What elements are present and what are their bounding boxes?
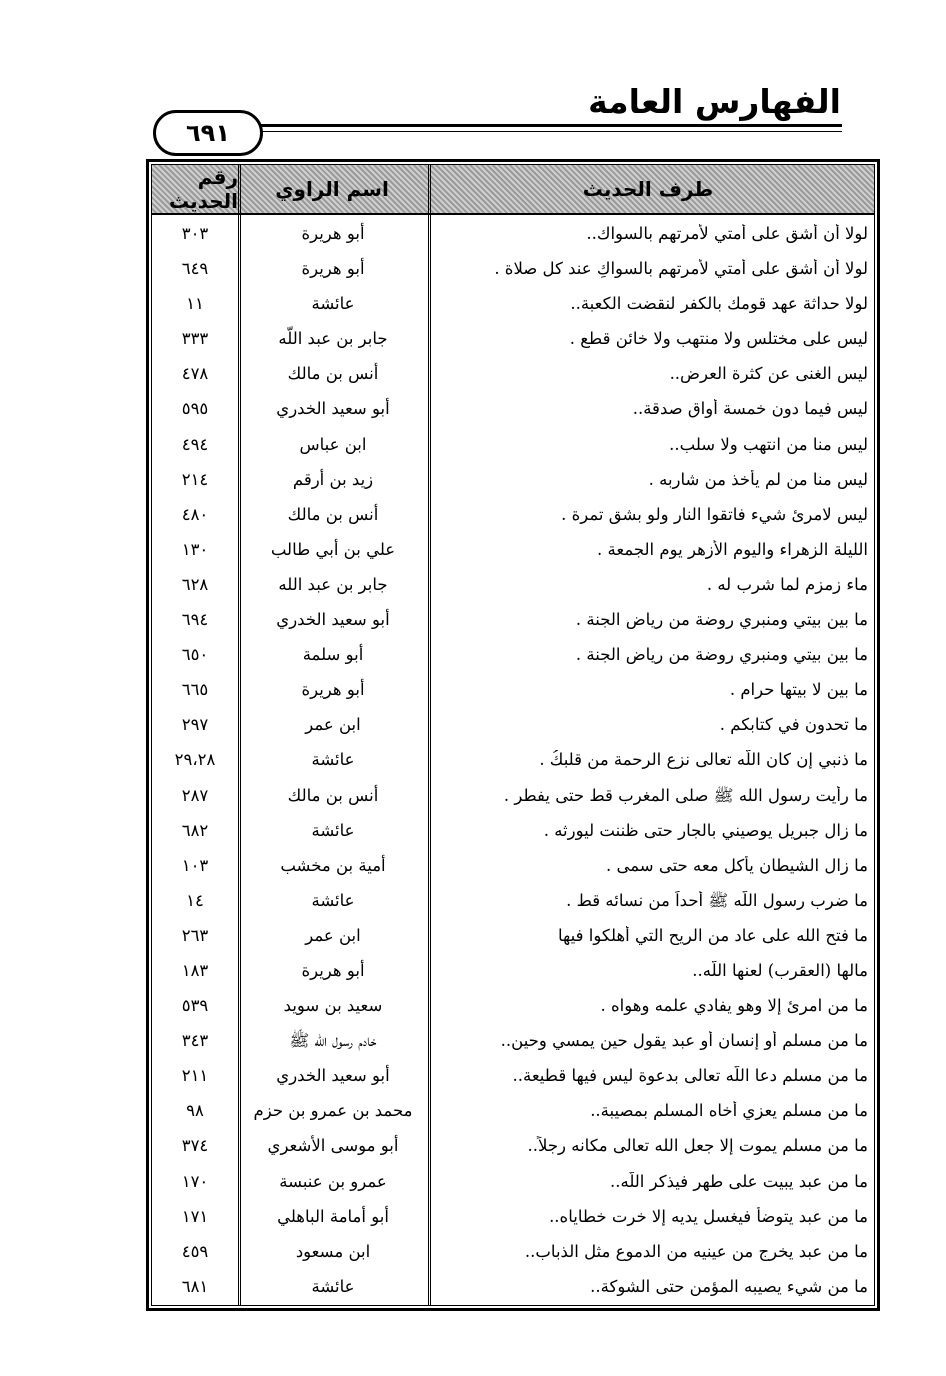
hadith-cell: ما زال الشيطان يأكل معه حتى سمى . — [605, 855, 868, 875]
hadith-cell: ما من شيء يصيبه المؤمن حتى الشوكة.. — [590, 1276, 868, 1296]
hadith-cell: ما من مسلم يعزي أخاه المسلم بمصيبة.. — [590, 1101, 868, 1121]
number-cell: ٢٩،٢٨ — [174, 750, 216, 770]
table-row — [152, 290, 874, 325]
number-cell: ١١ — [186, 294, 204, 314]
table-row — [152, 1132, 874, 1167]
narrator-cell: أبو سعيد الخدري — [276, 610, 390, 630]
table-inner-border — [151, 164, 875, 1306]
number-cell: ٥٣٩ — [181, 996, 209, 1016]
narrator-cell: جابر بن عبد اللّه — [278, 329, 388, 349]
narrator-cell: أبو سعيد الخدري — [276, 1066, 390, 1086]
table-row — [152, 606, 874, 641]
column-header-hadith: طرف الحديث — [582, 177, 714, 201]
hadith-cell: ما زال جبريل يوصيني بالجار حتى ظننت ليورثه . — [543, 820, 868, 840]
table-row — [152, 711, 874, 746]
narrator-cell: أبو أمامة الباهلي — [277, 1206, 389, 1226]
number-cell: ٦٢٨ — [181, 574, 209, 594]
number-cell: ٦٨١ — [181, 1276, 209, 1296]
table-row — [152, 887, 874, 922]
table-row — [152, 325, 874, 360]
narrator-cell: ابن عباس — [299, 434, 367, 454]
page-title: الفهارس العامة — [588, 82, 841, 121]
hadith-cell: ما من امرئ إلا وهو يفادي علمه وهواه . — [600, 996, 868, 1016]
narrator-cell: أبو سلمة — [302, 645, 364, 665]
number-cell: ١٧٠ — [181, 1171, 209, 1191]
table-row — [152, 641, 874, 676]
column-header-narrator: اسم الراوي — [275, 177, 389, 201]
table-row — [152, 1238, 874, 1273]
narrator-cell: محمد بن عمرو بن حزم — [253, 1101, 413, 1121]
table-row — [152, 1168, 874, 1203]
number-cell: ٣٧٤ — [181, 1136, 209, 1156]
hadith-cell: ليس منا من لم يأخذ من شاربه . — [648, 469, 868, 489]
number-cell: ٦٤٩ — [181, 259, 209, 279]
number-cell: ١٤ — [186, 890, 204, 910]
table-row — [152, 817, 874, 852]
hadith-cell: لولا أن أشق على أمتي لأمرتهم بالسواكِ عند كل صلاة . — [494, 259, 868, 279]
hadith-cell: ما من عبد يبيت على طهر فيذكر اللّه.. — [609, 1171, 868, 1191]
hadith-index-table — [146, 159, 880, 1311]
number-cell: ٤٧٨ — [181, 364, 209, 384]
hadith-cell: الليلة الزهراء واليوم الأزهر يوم الجمعة . — [597, 539, 868, 559]
number-cell: ١٨٣ — [181, 960, 209, 980]
table-row — [152, 922, 874, 957]
narrator-cell: جابر بن عبد الله — [278, 574, 388, 594]
hadith-cell: ما ذنبي إن كان اللّه تعالى نزع الرحمة من قلبكُ . — [539, 750, 868, 770]
table-row — [152, 395, 874, 430]
number-cell: ٦٨٢ — [181, 820, 209, 840]
number-cell: ٥٩٥ — [181, 399, 209, 419]
table-row — [152, 852, 874, 887]
number-cell: ٢٨٧ — [181, 785, 209, 805]
narrator-cell: زيد بن أرقم — [292, 469, 374, 489]
narrator-cell: أنس بن مالك — [287, 504, 379, 524]
hadith-cell: ماء زمزم لما شرب له . — [706, 574, 868, 594]
number-cell: ٣٤٣ — [181, 1031, 209, 1051]
table-row — [152, 1273, 874, 1308]
header-rule — [250, 124, 842, 127]
hadith-cell: ما من مسلم يموت إلا جعل الله تعالى مكانه رجلاً.. — [527, 1136, 868, 1156]
table-row — [152, 1027, 874, 1062]
table-row — [152, 1097, 874, 1132]
table-row — [152, 220, 874, 255]
narrator-cell: ابن عمر — [305, 715, 361, 735]
table-row — [152, 501, 874, 536]
number-cell: ٤٥٩ — [181, 1241, 209, 1261]
narrator-cell: عمرو بن عنبسة — [279, 1171, 387, 1191]
narrator-cell: علي بن أبي طالب — [270, 539, 396, 559]
hadith-cell: ما من مسلم دعا اللّه تعالى بدعوة ليس فيها قطيعة.. — [512, 1066, 868, 1086]
table-header-row — [152, 165, 874, 215]
hadith-cell: ليس الغنى عن كثرة العرض.. — [669, 364, 868, 384]
narrator-cell: عائشة — [311, 820, 355, 840]
table-row — [152, 360, 874, 395]
hadith-cell: ما فتح الله على عاد من الريح التي أهلكوا فيها — [558, 925, 868, 945]
narrator-cell: سعيد بن سويد — [283, 996, 383, 1016]
number-cell: ٦٩٤ — [181, 610, 209, 630]
narrator-cell: أبو موسى الأشعري — [267, 1136, 399, 1156]
narrator-cell: أبو هريرة — [301, 259, 365, 279]
hadith-cell: ما من عبد يتوضأ فيغسل يديه إلا خرت خطاياه.. — [549, 1206, 868, 1226]
table-row — [152, 466, 874, 501]
number-cell: ١٠٣ — [181, 855, 209, 875]
number-cell: ٢٦٣ — [181, 925, 209, 945]
hadith-cell: ما بين بيتي ومنبري روضة من رياض الجنة . — [575, 645, 868, 665]
hadith-cell: لولا أن أشق على أمتي لأمرتهم بالسواك.. — [586, 224, 868, 243]
narrator-cell: أنس بن مالك — [287, 785, 379, 805]
number-cell: ٦٥٠ — [181, 645, 209, 665]
narrator-cell: أمية بن مخشب — [280, 855, 386, 875]
hadith-cell: ما تحدون في كتابكم . — [719, 715, 868, 735]
narrator-cell: أنس بن مالك — [287, 364, 379, 384]
narrator-cell: خادم رسول الله ﷺ — [289, 1031, 377, 1051]
number-cell: ٣٣٣ — [181, 329, 209, 349]
hadith-cell: مالها (العقرب) لعنها اللّه.. — [692, 960, 868, 980]
narrator-cell: أبو سعيد الخدري — [276, 399, 390, 419]
hadith-cell: ما من عبد يخرج من عينيه من الدموع مثل الذباب.. — [524, 1241, 868, 1261]
column-header-number: رقم الحديث — [168, 165, 238, 213]
narrator-cell: عائشة — [311, 750, 355, 770]
number-cell: ٦٦٥ — [181, 680, 209, 700]
number-cell: ٢١٤ — [181, 469, 209, 489]
hadith-cell: ليس فيما دون خمسة أواق صدقة.. — [632, 399, 868, 419]
number-cell: ٢٩٧ — [181, 715, 209, 735]
page-number-badge: ٦٩١ — [153, 110, 263, 156]
table-row — [152, 431, 874, 466]
narrator-cell: أبو هريرة — [301, 680, 365, 700]
number-cell: ٤٨٠ — [181, 504, 209, 524]
table-row — [152, 536, 874, 571]
table-body — [152, 220, 874, 1308]
hadith-cell: ليس منا من انتهب ولا سلب.. — [669, 434, 868, 454]
narrator-cell: ابن مسعود — [295, 1241, 371, 1261]
number-cell: ١٧١ — [181, 1206, 209, 1226]
number-cell: ٢١١ — [181, 1066, 209, 1086]
hadith-cell: ليس لامرئ شيء فاتقوا النار ولو بشق تمرة . — [561, 504, 868, 524]
narrator-cell: أبو هريرة — [301, 960, 365, 980]
table-row — [152, 1203, 874, 1238]
hadith-cell: ما رأيت رسول الله ﷺ صلى المغرب قط حتى يفطر . — [503, 785, 868, 805]
table-row — [152, 255, 874, 290]
number-cell: ٣٠٣ — [181, 224, 209, 243]
narrator-cell: ابن عمر — [305, 925, 361, 945]
table-row — [152, 992, 874, 1027]
table-row — [152, 571, 874, 606]
hadith-cell: ما ضرب رسول اللّه ﷺ أحداً من نسائه قط . — [566, 890, 868, 910]
narrator-cell: عائشة — [311, 294, 355, 314]
header-rule-thin — [240, 131, 842, 132]
table-row — [152, 676, 874, 711]
hadith-cell: ما بين لا بيتها حرام . — [729, 680, 868, 700]
narrator-cell: أبو هريرة — [301, 224, 365, 243]
table-row — [152, 782, 874, 817]
hadith-cell: ما بين بيتي ومنبري روضة من رياض الجنة . — [575, 610, 868, 630]
number-cell: ٤٩٤ — [181, 434, 209, 454]
table-row — [152, 1062, 874, 1097]
hadith-cell: لولا حداثة عهد قومك بالكفر لنقضت الكعبة.. — [570, 294, 868, 314]
table-row — [152, 746, 874, 781]
table-row — [152, 957, 874, 992]
number-cell: ١٣٠ — [181, 539, 209, 559]
number-cell: ٩٨ — [186, 1101, 204, 1121]
narrator-cell: عائشة — [311, 1276, 355, 1296]
hadith-cell: ليس على مختلس ولا منتهب ولا خائن قطع . — [569, 329, 868, 349]
hadith-cell: ما من مسلم أو إنسان أو عبد يقول حين يمسي وحين.. — [500, 1031, 868, 1051]
narrator-cell: عائشة — [311, 890, 355, 910]
